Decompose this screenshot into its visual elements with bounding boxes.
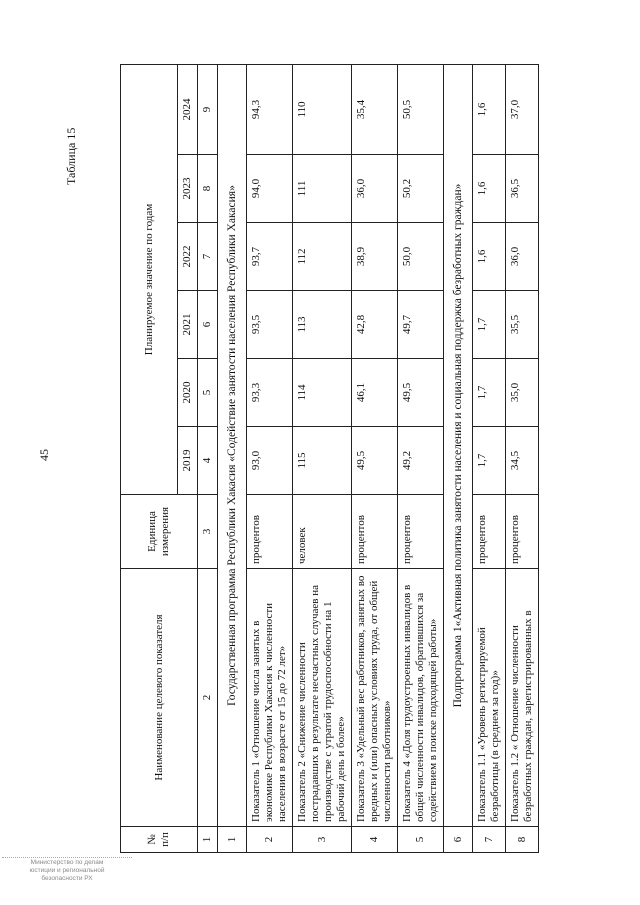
row-value: 49,7 bbox=[398, 291, 444, 359]
row-value: 111 bbox=[293, 155, 352, 223]
row-name: Показатель 3 «Удельный вес работников, занятых во вредных и (или) опасных условиях труда, от общей численности работников» bbox=[352, 569, 398, 827]
row-num: 2 bbox=[247, 827, 293, 853]
row-value: 1,7 bbox=[473, 359, 506, 427]
column-number: 7 bbox=[198, 223, 218, 291]
header-year: 2021 bbox=[178, 291, 198, 359]
row-value: 112 bbox=[293, 223, 352, 291]
table-row bbox=[247, 65, 293, 853]
row-value: 114 bbox=[293, 359, 352, 427]
table-row bbox=[293, 65, 352, 853]
row-name: Показатель 1.2 « Отношение численности безработных граждан, зарегистрированных в bbox=[506, 569, 539, 827]
column-number: 8 bbox=[198, 155, 218, 223]
table-row bbox=[398, 65, 444, 853]
row-value: 36,0 bbox=[506, 223, 539, 291]
row-value: 115 bbox=[293, 427, 352, 495]
registration-stamp bbox=[2, 857, 132, 883]
row-value: 1,6 bbox=[473, 223, 506, 291]
column-number: 2 bbox=[198, 569, 218, 827]
row-value: 94,0 bbox=[247, 155, 293, 223]
row-unit: человек bbox=[293, 495, 352, 569]
row-value: 1,7 bbox=[473, 427, 506, 495]
row-unit: процентов bbox=[473, 495, 506, 569]
header-unit: Единица измерения bbox=[121, 495, 198, 569]
column-number: 1 bbox=[198, 827, 218, 853]
row-value: 38,9 bbox=[352, 223, 398, 291]
row-value: 36,5 bbox=[506, 155, 539, 223]
section-title: Государственная программа Республики Хакасия «Содействие занятости населения Республики Хакасия» bbox=[218, 65, 247, 827]
stamp-line: безопасности РХ bbox=[41, 875, 93, 882]
header-row bbox=[121, 65, 178, 853]
stamp-line: юстиции и региональной bbox=[29, 867, 105, 874]
header-year: 2023 bbox=[178, 155, 198, 223]
row-name: Показатель 4 «Доля трудоустроенных инвалидов в общей численности инвалидов, обратившихся за содействием в поиске подходящей работы» bbox=[398, 569, 444, 827]
row-value: 1,6 bbox=[473, 65, 506, 155]
row-unit: процентов bbox=[247, 495, 293, 569]
row-value: 42,8 bbox=[352, 291, 398, 359]
row-value: 113 bbox=[293, 291, 352, 359]
row-unit: процентов bbox=[352, 495, 398, 569]
target-indicators-table bbox=[120, 64, 539, 853]
page-number: 45 bbox=[37, 449, 51, 461]
row-value: 50,0 bbox=[398, 223, 444, 291]
row-num: 4 bbox=[352, 827, 398, 853]
column-number: 4 bbox=[198, 427, 218, 495]
row-value: 93,5 bbox=[247, 291, 293, 359]
header-name: Наименование целевого показателя bbox=[121, 569, 198, 827]
table-row bbox=[352, 65, 398, 853]
row-value: 93,0 bbox=[247, 427, 293, 495]
row-value: 49,2 bbox=[398, 427, 444, 495]
column-number: 5 bbox=[198, 359, 218, 427]
section-row bbox=[218, 65, 247, 853]
row-value: 110 bbox=[293, 65, 352, 155]
row-value: 94,3 bbox=[247, 65, 293, 155]
header-year: 2022 bbox=[178, 223, 198, 291]
row-num: 5 bbox=[398, 827, 444, 853]
section-title: Подпрограмма 1«Активная политика занятости населения и социальная поддержка безработных граждан» bbox=[444, 65, 473, 827]
section-num: 1 bbox=[218, 827, 247, 853]
section-row bbox=[444, 65, 473, 853]
row-value: 1,7 bbox=[473, 291, 506, 359]
row-value: 93,3 bbox=[247, 359, 293, 427]
row-value: 1,6 bbox=[473, 155, 506, 223]
column-number-row bbox=[198, 65, 218, 853]
row-unit: процентов bbox=[506, 495, 539, 569]
row-value: 46,1 bbox=[352, 359, 398, 427]
row-num: 7 bbox=[473, 827, 506, 853]
column-number: 9 bbox=[198, 65, 218, 155]
row-name: Показатель 1 «Отношение числа занятых в экономике Республики Хакасия к численности населения в возрасте от 15 до 72 лет» bbox=[247, 569, 293, 827]
header-year: 2020 bbox=[178, 359, 198, 427]
row-value: 37,0 bbox=[506, 65, 539, 155]
row-value: 49,5 bbox=[398, 359, 444, 427]
column-number: 3 bbox=[198, 495, 218, 569]
row-name: Показатель 2 «Снижение численности пострадавших в результате несчастных случаев на производстве с утратой трудоспособности на 1 рабочий день и более» bbox=[293, 569, 352, 827]
row-name: Показатель 1.1 «Уровень регистрируемой безработицы (в среднем за год)» bbox=[473, 569, 506, 827]
header-planned: Планируемое значение по годам bbox=[121, 65, 178, 495]
row-value: 50,2 bbox=[398, 155, 444, 223]
stamp-line: Министерство по делам bbox=[30, 859, 104, 866]
table-row bbox=[506, 65, 539, 853]
table-label: Таблица 15 bbox=[64, 127, 78, 185]
section-num: 6 bbox=[444, 827, 473, 853]
row-value: 49,5 bbox=[352, 427, 398, 495]
row-value: 36,0 bbox=[352, 155, 398, 223]
row-unit: процентов bbox=[398, 495, 444, 569]
row-value: 34,5 bbox=[506, 427, 539, 495]
table-row bbox=[473, 65, 506, 853]
row-value: 35,0 bbox=[506, 359, 539, 427]
row-value: 93,7 bbox=[247, 223, 293, 291]
header-year: 2019 bbox=[178, 427, 198, 495]
row-value: 50,5 bbox=[398, 65, 444, 155]
column-number: 6 bbox=[198, 291, 218, 359]
header-num: № п/п bbox=[121, 827, 198, 853]
row-num: 8 bbox=[506, 827, 539, 853]
header-year: 2024 bbox=[178, 65, 198, 155]
row-value: 35,4 bbox=[352, 65, 398, 155]
row-num: 3 bbox=[293, 827, 352, 853]
row-value: 35,5 bbox=[506, 291, 539, 359]
